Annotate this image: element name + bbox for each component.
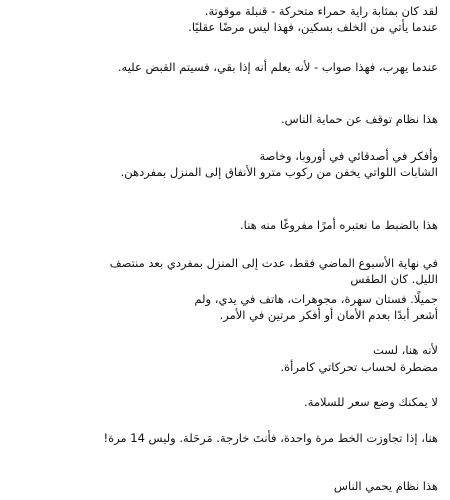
text-line-2: عندما يأتي من الخلف بسكين، فهذا ليس مرضًا عقليًا.: [188, 20, 438, 34]
text-line-15: هنا، إذا تجاوزت الخط مرة واحدة، فأنتَ خارجة. مَرحَلة. وليس 14 مرة!: [103, 431, 438, 445]
text-line-14: لا يمكنك وضع سعر للسلامة.: [304, 395, 438, 409]
text-line-8: في نهاية الأسبوع الماضي فقط، عدت إلى المنزل بمفردي بعد منتصف: [109, 256, 438, 270]
text-line-13: مضطرة لحساب تحركاتي كامرأة.: [280, 360, 438, 374]
text-line-7: هذا بالضبط ما نعتبره أمرًا مفروغًا منه هنا.: [240, 218, 438, 232]
text-line-10: جميلًا. فستان سهرة، مجوهرات، هاتف في يدي، ولم: [194, 292, 438, 306]
text-line-1: لقد كان بمثابة راية حمراء متحركة - قنبلة موقوتة.: [204, 4, 438, 18]
text-line-3: عندما يهرب، فهذا صواب - لأنه يعلم أنه إذا بقي، فسيتم القبض عليه.: [117, 60, 438, 74]
text-line-6: الشابات اللواتي يخفن من ركوب مترو الأنفاق إلى المنزل بمفردهن.: [120, 165, 438, 179]
text-line-12: لأنه هنا، لست: [372, 343, 438, 357]
text-line-5: وأفكر في أصدقائي في أوروبا، وخاصة: [259, 149, 438, 163]
text-line-16: هذا نظام يحمي الناس: [333, 479, 438, 493]
text-line-11: أشعر أبدًا بعدم الأمان أو أفكر مرتين في الأمر.: [219, 308, 438, 322]
text-line-4: هذا نظام توقف عن حماية الناس.: [281, 112, 438, 126]
text-line-9: الليل. كان الطقس: [350, 272, 438, 286]
